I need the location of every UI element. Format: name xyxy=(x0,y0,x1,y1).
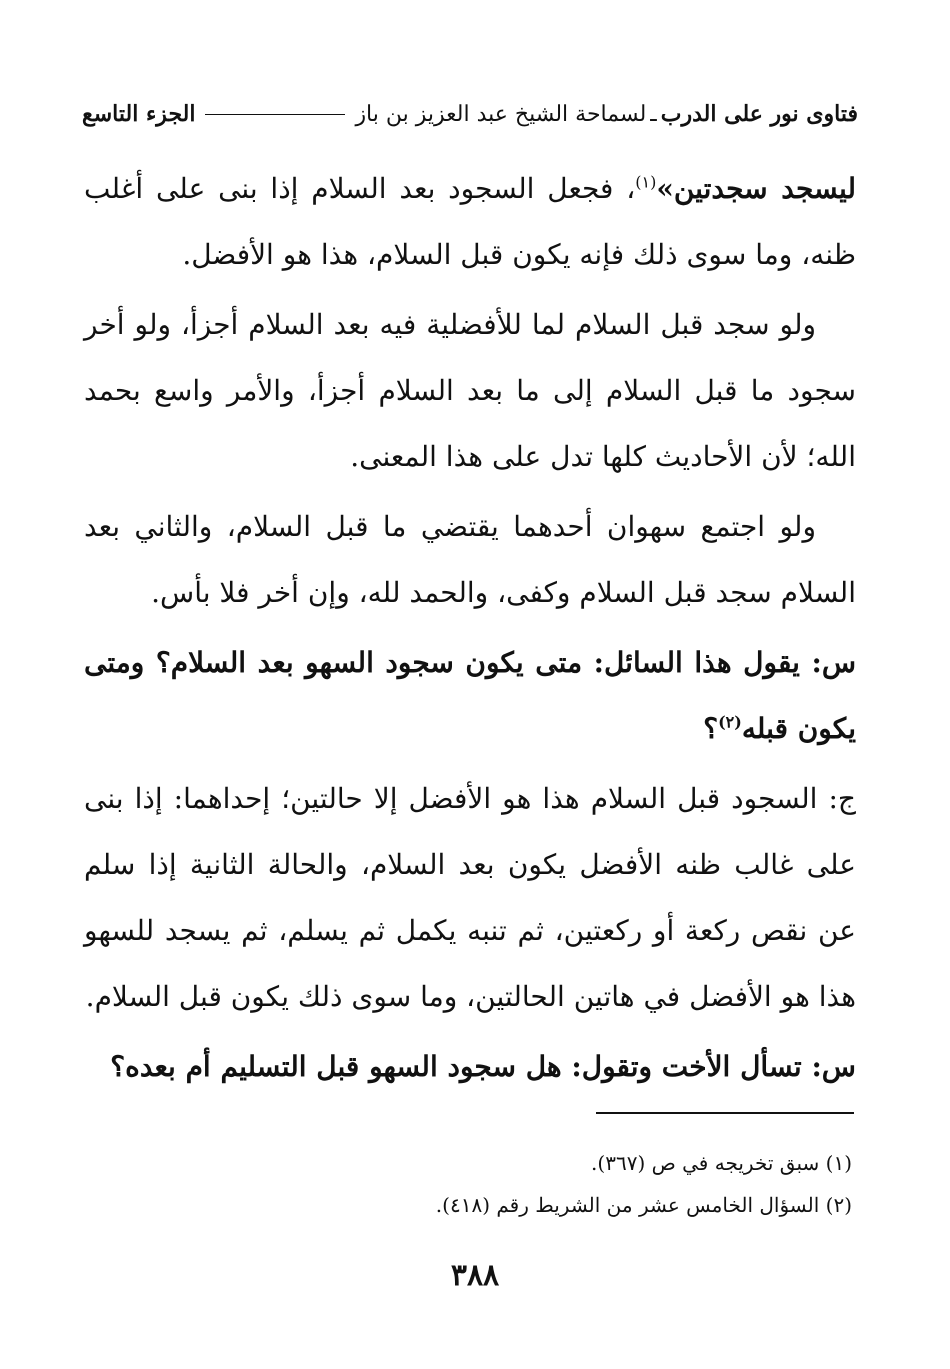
answer-1: ج: السجود قبل السلام هذا هو الأفضل إلا حالتين؛ إحداهما: إذا بنى على غالب ظنه الأفضل يكون بعد السلام، والحالة الثانية إذا سلم عن نقص ركعة أو ركعتين، ثم تنبه يكمل ثم يسلم، ثم يسجد للسهو هذا هو الأفضل في هاتين الحالتين، وما سوى ذلك يكون قبل السلام. xyxy=(84,782,856,1013)
footnote-ref-2[interactable]: (٢) xyxy=(718,712,742,732)
paragraph-1-lead: ليسجد سجدتين» xyxy=(656,172,856,205)
running-header xyxy=(82,96,858,132)
footnotes xyxy=(152,1142,852,1226)
main-text xyxy=(84,156,856,1104)
question-1 xyxy=(84,630,856,762)
question-1-text: س: يقول هذا السائل: متى يكون سجود السهو بعد السلام؟ ومتى يكون قبله xyxy=(84,646,856,745)
footnote-ref-1[interactable]: (١) xyxy=(635,172,657,192)
footnote-1: (١) سبق تخريجه في ص (٣٦٧). xyxy=(591,1151,852,1175)
header-rule xyxy=(205,114,345,115)
question-1-mark: ؟ xyxy=(703,712,719,745)
question-2: س: تسأل الأخت وتقول: هل سجود السهو قبل التسليم أم بعده؟ xyxy=(110,1050,856,1083)
header-dash: ـ xyxy=(650,101,657,127)
paragraph-1 xyxy=(84,156,856,288)
author-line: لسماحة الشيخ عبد العزيز بن باز xyxy=(355,101,647,127)
paragraph-3: ولو اجتمع سهوان أحدهما يقتضي ما قبل السلام، والثاني بعد السلام سجد قبل السلام وكفى، والحمد لله، وإن أخر فلا بأس. xyxy=(84,510,856,609)
paragraph-2: ولو سجد قبل السلام لما للأفضلية فيه بعد السلام أجزأ، ولو أخر سجود ما قبل السلام إلى ما بعد السلام أجزأ، والأمر واسع بحمد الله؛ لأن الأحاديث كلها تدل على هذا المعنى. xyxy=(84,308,856,473)
volume-label: الجزء التاسع xyxy=(82,101,196,127)
paragraph-1-rest: ، فجعل السجود بعد السلام إذا بنى على أغلب ظنه، وما سوى ذلك فإنه يكون قبل السلام، هذا هو الأفضل. xyxy=(84,172,856,271)
book-title: فتاوى نور على الدرب xyxy=(660,101,858,127)
footnote-2: (٢) السؤال الخامس عشر من الشريط رقم (٤١٨). xyxy=(435,1193,852,1217)
page-number: ٣٨٨ xyxy=(450,1258,500,1293)
footnote-divider xyxy=(596,1112,854,1114)
